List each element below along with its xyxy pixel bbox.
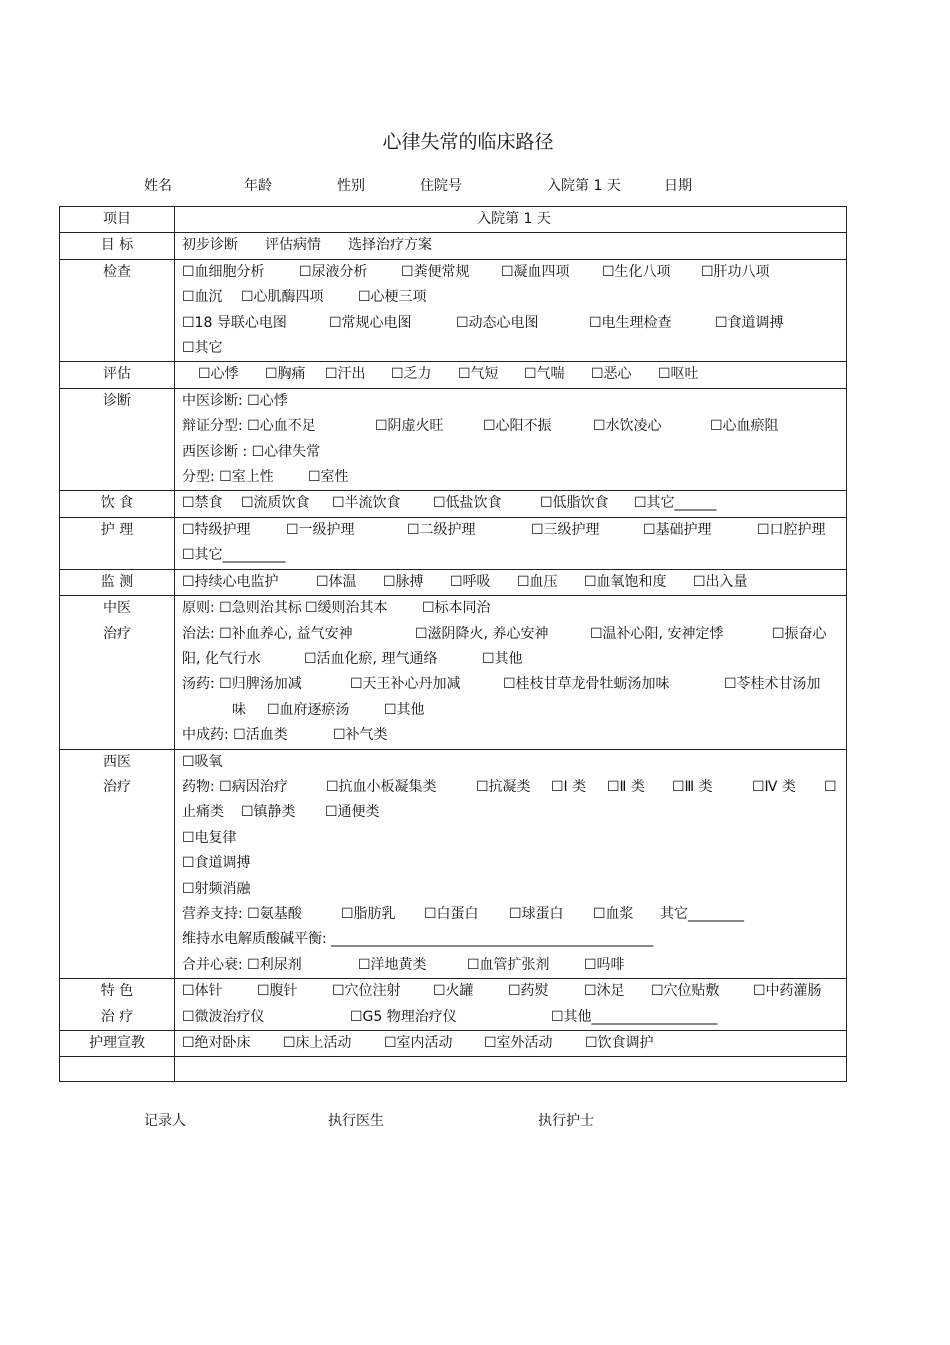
checkbox-option[interactable]: ☐缓则治其本 <box>305 600 388 617</box>
monitor-row <box>60 569 847 595</box>
sex-label: 性别 <box>337 178 365 194</box>
tcm-text: 阳, 化气行水 <box>182 650 261 667</box>
tcm-label: 中医 <box>103 600 131 617</box>
checkbox-option[interactable]: ☐其他 <box>384 701 425 718</box>
special-treatment-label: 治 疗 <box>100 1008 134 1025</box>
page-title: 心律失常的临床路径 <box>382 131 554 153</box>
date-label: 日期 <box>664 178 692 194</box>
checkbox-option[interactable]: ☐血浆 <box>593 905 634 922</box>
education-label: 护理宣教 <box>60 1031 175 1057</box>
monitor-label: 监 测 <box>60 569 175 595</box>
checkbox-option[interactable]: ☐其它______ <box>634 495 717 512</box>
assess-row <box>60 362 847 388</box>
checkbox-option[interactable]: ☐桂枝甘草龙骨牡蛎汤加味 <box>503 676 670 693</box>
checkbox-option[interactable]: ☐呼吸 <box>450 573 491 590</box>
checkbox-option[interactable]: ☐胸痛 <box>265 366 306 383</box>
checkbox-option[interactable]: ☐心梗三项 <box>358 289 427 306</box>
nurse-label: 执行护士 <box>538 1113 594 1129</box>
checkbox-option[interactable]: ☐生化八项 <box>602 263 671 280</box>
checkbox-option[interactable]: ☐温补心阳, 安神定悸 <box>590 625 724 642</box>
checkbox-option[interactable]: ☐腹针 <box>257 983 298 1000</box>
checkbox-option[interactable]: ☐其他 <box>482 650 523 667</box>
checkbox-option[interactable]: ☐血沉 <box>182 289 223 306</box>
checkbox-option[interactable]: ☐血压 <box>517 573 558 590</box>
checkbox-option[interactable]: ☐标本同治 <box>422 600 491 617</box>
western-treatment-label: 治疗 <box>103 778 131 795</box>
checkbox-option[interactable]: ☐血府逐瘀汤 <box>267 701 350 718</box>
checkbox-option[interactable]: 辩证分型: ☐心血不足 <box>182 418 316 435</box>
checkbox-option[interactable]: ☐恶心 <box>591 366 632 383</box>
checkbox-option[interactable]: ☐特级护理 <box>182 521 251 538</box>
checkbox-option[interactable]: ☐穴位注射 <box>332 983 401 1000</box>
checkbox-option[interactable]: ☐出入量 <box>693 573 748 590</box>
checkbox-option[interactable]: ☐Ⅳ 类 <box>752 778 796 795</box>
checkbox-option[interactable]: ☐持续心电监护 <box>182 573 279 590</box>
checkbox-option[interactable]: ☐脂肪乳 <box>341 905 396 922</box>
checkbox-option[interactable]: ☐药熨 <box>508 983 549 1000</box>
nursing-row <box>60 517 847 569</box>
special-label: 特 色 <box>100 983 134 1000</box>
day-column-header: 入院第 1 天 <box>175 207 847 233</box>
checkbox-option[interactable]: ☐绝对卧床 <box>182 1035 251 1051</box>
checkbox-option[interactable]: ☐血管扩张剂 <box>467 956 550 973</box>
checkbox-option[interactable]: 合并心衰: ☐利尿剂 <box>182 956 302 973</box>
checkbox-option[interactable]: ☐抗血小板凝集类 <box>326 778 437 795</box>
header-row <box>60 207 847 233</box>
checkbox-option[interactable]: ☐Ⅰ 类 <box>551 778 587 795</box>
checkbox-option[interactable]: ☐室性 <box>308 469 349 486</box>
checkbox-option[interactable]: ☐动态心电图 <box>456 314 539 331</box>
checkbox-option[interactable]: ☐室外活动 <box>484 1035 553 1051</box>
nursing-label: 护 理 <box>60 517 175 569</box>
checkbox-option[interactable]: ☐气短 <box>458 366 499 383</box>
age-label: 年龄 <box>244 178 272 194</box>
checkbox-option[interactable]: ☐床上活动 <box>283 1035 352 1051</box>
exam-label: 检查 <box>60 259 175 362</box>
checkbox-option[interactable]: ☐水饮凌心 <box>593 418 662 435</box>
checkbox-option[interactable]: ☐气喘 <box>524 366 565 383</box>
checkbox-option[interactable]: 药物: ☐病因治疗 <box>182 778 288 795</box>
checkbox-option[interactable]: ☐脉搏 <box>383 573 424 590</box>
checkbox-option[interactable]: ☐呕吐 <box>658 366 699 383</box>
checkbox-option[interactable]: ☐球蛋白 <box>509 905 564 922</box>
checkbox-option[interactable]: ☐白蛋白 <box>424 905 479 922</box>
other-field[interactable]: 其它________ <box>660 905 744 922</box>
western-label: 西医 <box>103 753 131 770</box>
checkbox-option[interactable]: ☐肝功八项 <box>701 263 770 280</box>
checkbox-option[interactable]: ☐苓桂术甘汤加 <box>724 676 821 693</box>
checkbox-option[interactable]: ☐尿液分析 <box>299 263 368 280</box>
checkbox-option[interactable]: ☐天王补心丹加减 <box>350 676 461 693</box>
goal-item: 选择治疗方案 <box>348 237 432 254</box>
checkbox-option[interactable]: ☐吸氧 <box>182 753 223 770</box>
checkbox-option[interactable]: 原则: ☐急则治其标 <box>182 600 302 617</box>
diet-label: 饮 食 <box>60 491 175 517</box>
checkbox-option[interactable]: ☐食道调搏 <box>715 314 784 331</box>
western-text: 止痛类 <box>182 804 224 821</box>
checkbox-option[interactable]: 西医诊断 : ☐心律失常 <box>182 443 321 460</box>
recorder-label: 记录人 <box>144 1113 186 1129</box>
checkbox-option[interactable]: ☐微波治疗仪 <box>182 1008 265 1025</box>
checkbox-option[interactable]: 营养支持: ☐氨基酸 <box>182 905 302 922</box>
checkbox-option[interactable]: ☐汗出 <box>325 366 366 383</box>
empty-row <box>60 1057 847 1082</box>
checkbox-option[interactable]: ☐二级护理 <box>407 521 476 538</box>
checkbox-option[interactable]: ☐乏力 <box>391 366 432 383</box>
checkbox-option[interactable]: ☐心悸 <box>198 366 239 383</box>
checkbox-option[interactable]: ☐洋地黄类 <box>358 956 427 973</box>
checkbox-option[interactable]: ☐其他__________________ <box>551 1008 718 1025</box>
checkbox-option[interactable]: ☐食道调搏 <box>182 855 251 872</box>
checkbox-option[interactable]: 中成药: ☐活血类 <box>182 727 288 744</box>
checkbox-option[interactable]: ☐室内活动 <box>384 1035 453 1051</box>
checkbox-option[interactable]: ☐低盐饮食 <box>433 495 502 512</box>
exam-row <box>60 259 847 362</box>
balance-field[interactable]: 维持水电解质酸碱平衡: ______________________________________________ <box>182 931 654 948</box>
checkbox-option[interactable]: ☐Ⅲ 类 <box>672 778 713 795</box>
checkbox-option[interactable]: ☐射频消融 <box>182 880 251 897</box>
checkbox-option[interactable]: ☐禁食 <box>182 495 223 512</box>
checkbox-option[interactable]: ☐其它_________ <box>182 547 286 564</box>
clinical-pathway-table <box>59 206 847 1082</box>
checkbox-option[interactable]: ☐心肌酶四项 <box>241 289 324 306</box>
checkbox-option[interactable]: ☐一级护理 <box>286 521 355 538</box>
empty-cell <box>60 1057 175 1082</box>
checkbox-option[interactable]: ☐18 导联心电图 <box>182 314 287 331</box>
checkbox-option[interactable]: ☐电生理检查 <box>589 314 672 331</box>
checkbox-option[interactable]: ☐口腔护理 <box>757 521 826 538</box>
doctor-label: 执行医生 <box>328 1113 384 1129</box>
diet-row <box>60 491 847 517</box>
checkbox-option[interactable]: ☐心阳不振 <box>483 418 552 435</box>
tcm-text: 味 <box>232 701 246 718</box>
checkbox-option[interactable]: ☐抗凝类 <box>476 778 531 795</box>
checkbox-option[interactable]: ☐镇静类 <box>241 804 296 821</box>
western-treatment-row <box>60 749 847 979</box>
education-row <box>60 1031 847 1057</box>
checkbox-option[interactable]: ☐心血瘀阻 <box>710 418 779 435</box>
checkbox-option[interactable]: ☐饮食调护 <box>585 1035 654 1051</box>
checkbox-option[interactable]: ☐体针 <box>182 983 223 1000</box>
checkbox-option[interactable]: ☐中药灌肠 <box>753 983 822 1000</box>
checkbox-option[interactable]: ☐流质饮食 <box>241 495 310 512</box>
checkbox-option[interactable]: ☐G5 物理治疗仪 <box>350 1008 457 1025</box>
checkbox-option[interactable]: ☐火罐 <box>433 983 474 1000</box>
tcm-treatment-row <box>60 596 847 749</box>
checkbox-option[interactable]: ☐血细胞分析 <box>182 263 265 280</box>
checkbox-option[interactable]: ☐常规心电图 <box>329 314 412 331</box>
checkbox-option[interactable]: ☐血氧饱和度 <box>584 573 667 590</box>
checkbox-option[interactable]: ☐吗啡 <box>584 956 625 973</box>
checkbox-option[interactable]: ☐振奋心 <box>772 625 827 642</box>
checkbox-option[interactable]: 中医诊断: ☐心悸 <box>182 392 288 409</box>
checkbox-option[interactable]: ☐补气类 <box>333 727 388 744</box>
goal-row <box>60 233 847 259</box>
checkbox-option[interactable]: ☐电复律 <box>182 829 237 846</box>
item-column-header: 项目 <box>60 207 175 233</box>
diagnosis-row <box>60 388 847 491</box>
checkbox-option[interactable]: ☐活血化瘀, 理气通络 <box>304 650 438 667</box>
checkbox-option[interactable]: ☐其它 <box>182 340 223 357</box>
checkbox-option[interactable]: ☐体温 <box>316 573 357 590</box>
checkbox-option[interactable]: ☐凝血四项 <box>501 263 570 280</box>
checkbox-option[interactable]: ☐半流饮食 <box>332 495 401 512</box>
checkbox-option[interactable]: ☐ <box>824 778 837 795</box>
checkbox-option[interactable]: ☐Ⅱ 类 <box>607 778 645 795</box>
checkbox-option[interactable]: 汤药: ☐归脾汤加减 <box>182 676 302 693</box>
goal-label: 目 标 <box>60 233 175 259</box>
checkbox-option[interactable]: 治法: ☐补血养心, 益气安神 <box>182 625 353 642</box>
checkbox-option[interactable]: ☐滋阴降火, 养心安神 <box>415 625 549 642</box>
diagnosis-label: 诊断 <box>60 388 175 491</box>
checkbox-option[interactable]: ☐粪便常规 <box>401 263 470 280</box>
name-label: 姓名 <box>144 178 172 194</box>
admission-day-label: 入院第 1 天 <box>547 178 621 194</box>
checkbox-option[interactable]: 分型: ☐室上性 <box>182 469 274 486</box>
checkbox-option[interactable]: ☐通便类 <box>325 804 380 821</box>
goal-item: 评估病情 <box>265 237 321 254</box>
admission-number-label: 住院号 <box>420 178 462 194</box>
tcm-treatment-label: 治疗 <box>103 625 131 642</box>
empty-cell[interactable] <box>175 1057 847 1082</box>
goal-item: 初步诊断 <box>182 237 238 254</box>
assess-label: 评估 <box>60 362 175 388</box>
checkbox-option[interactable]: ☐低脂饮食 <box>540 495 609 512</box>
special-treatment-row <box>60 979 847 1031</box>
checkbox-option[interactable]: ☐穴位贴敷 <box>651 983 720 1000</box>
checkbox-option[interactable]: ☐基础护理 <box>643 521 712 538</box>
checkbox-option[interactable]: ☐三级护理 <box>531 521 600 538</box>
checkbox-option[interactable]: ☐沐足 <box>584 983 625 1000</box>
checkbox-option[interactable]: ☐阴虚火旺 <box>375 418 444 435</box>
